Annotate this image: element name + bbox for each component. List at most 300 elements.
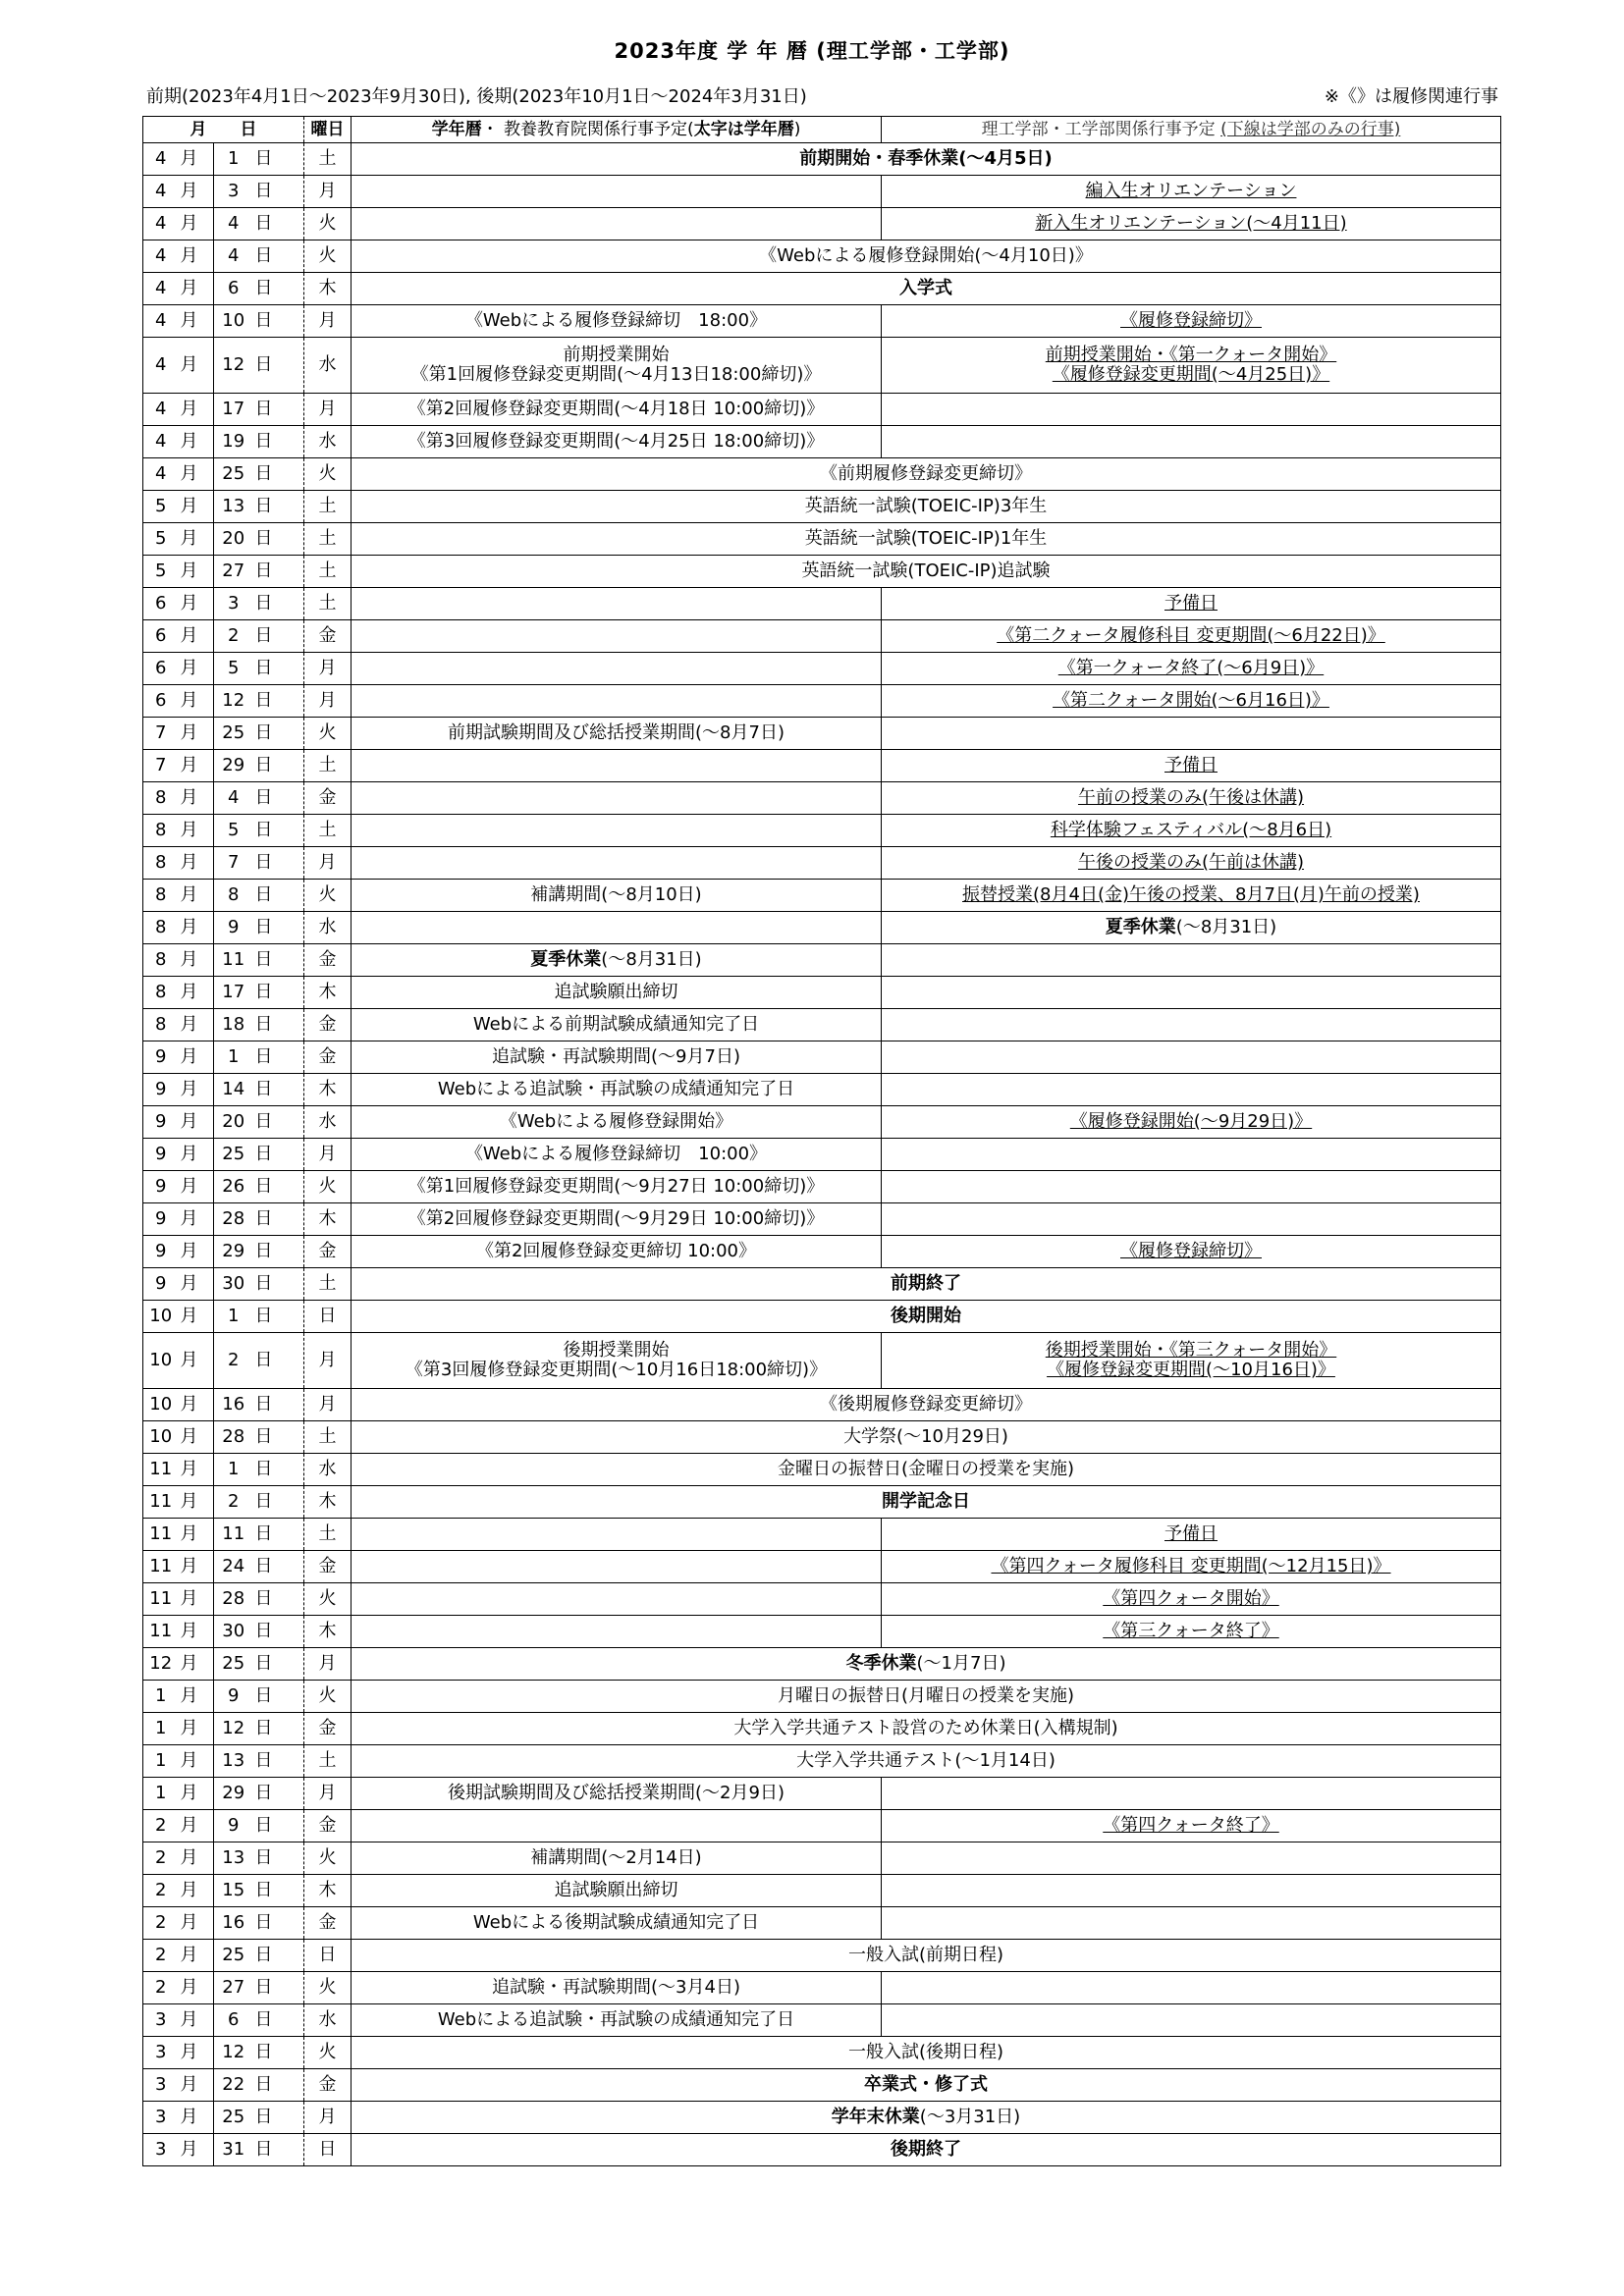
row-event-general <box>352 1875 882 1907</box>
row-day-label: 日 <box>253 1551 304 1583</box>
table-row <box>143 1203 1501 1236</box>
row-month-label: 月 <box>179 2134 214 2166</box>
row-event-shared <box>352 273 1501 305</box>
row-month-label: 月 <box>179 1842 214 1875</box>
row-day-label: 日 <box>253 176 304 208</box>
table-row <box>143 2069 1501 2102</box>
row-month-label: 月 <box>179 1421 214 1454</box>
row-month-label: 月 <box>179 1745 214 1778</box>
row-day-label: 日 <box>253 1389 304 1421</box>
row-day: 7 <box>214 847 253 880</box>
row-event-faculty <box>882 338 1501 394</box>
row-month-label: 月 <box>179 1268 214 1301</box>
event-text: 卒業式・修了式 <box>864 2074 988 2095</box>
row-event-general <box>352 815 882 847</box>
row-weekday: 木 <box>304 1875 352 1907</box>
event-bold-part: 学年末休業 <box>831 2107 920 2127</box>
row-month: 10 <box>143 1421 179 1454</box>
row-event-shared <box>352 458 1501 491</box>
row-event-general <box>352 685 882 718</box>
row-event-faculty <box>882 685 1501 718</box>
row-weekday: 水 <box>304 912 352 944</box>
row-event-faculty <box>882 1778 1501 1810</box>
row-month-label: 月 <box>179 1106 214 1139</box>
row-month-label: 月 <box>179 1875 214 1907</box>
event-text: 《第2回履修登録変更期間(～9月29日 10:00締切)》 <box>407 1208 825 1229</box>
row-weekday: 月 <box>304 1139 352 1171</box>
row-event-shared <box>352 2069 1501 2102</box>
row-event-faculty <box>882 750 1501 782</box>
row-day-label: 日 <box>253 1301 304 1333</box>
row-weekday: 金 <box>304 1907 352 1940</box>
row-month: 11 <box>143 1454 179 1486</box>
event-text: 後期開始 <box>891 1306 961 1326</box>
row-event-faculty <box>882 653 1501 685</box>
table-row <box>143 1648 1501 1681</box>
row-day: 4 <box>214 240 253 273</box>
row-day-label: 日 <box>253 1074 304 1106</box>
row-month-label: 月 <box>179 143 214 176</box>
row-event-general <box>352 1972 882 2004</box>
event-text: 《履修登録締切》 <box>1120 1241 1262 1261</box>
event-text: 《前期履修登録変更締切》 <box>820 463 1032 484</box>
row-month: 9 <box>143 1203 179 1236</box>
row-weekday: 月 <box>304 176 352 208</box>
row-month: 9 <box>143 1268 179 1301</box>
row-month-label: 月 <box>179 1907 214 1940</box>
event-text: (～8月31日) <box>1175 917 1277 937</box>
event-text: 入学式 <box>899 278 952 298</box>
event-text: 追試験・再試験期間(～9月7日) <box>492 1046 740 1067</box>
row-month: 4 <box>143 426 179 458</box>
event-text: (～8月31日) <box>601 949 702 970</box>
row-month: 1 <box>143 1713 179 1745</box>
row-month-label: 月 <box>179 782 214 815</box>
row-event-general <box>352 1551 882 1583</box>
row-event-faculty <box>882 912 1501 944</box>
row-month: 9 <box>143 1139 179 1171</box>
row-weekday: 土 <box>304 1421 352 1454</box>
row-month: 11 <box>143 1616 179 1648</box>
row-event-faculty <box>882 208 1501 240</box>
row-weekday: 土 <box>304 556 352 588</box>
event-text: 《Webによる履修登録締切 10:00》 <box>464 1144 768 1164</box>
row-day: 15 <box>214 1875 253 1907</box>
row-month: 12 <box>143 1648 179 1681</box>
row-day-label: 日 <box>253 1648 304 1681</box>
table-row <box>143 1940 1501 1972</box>
row-event-general <box>352 912 882 944</box>
row-day-label: 日 <box>253 1268 304 1301</box>
row-day: 2 <box>214 1333 253 1389</box>
header-month-day: 月 日 <box>143 117 304 143</box>
row-weekday: 日 <box>304 1301 352 1333</box>
row-event-general <box>352 176 882 208</box>
row-day: 5 <box>214 815 253 847</box>
row-day-label: 日 <box>253 1106 304 1139</box>
row-month-label: 月 <box>179 750 214 782</box>
row-month: 5 <box>143 491 179 523</box>
table-row <box>143 1810 1501 1842</box>
row-weekday: 土 <box>304 1519 352 1551</box>
row-day-label: 日 <box>253 338 304 394</box>
row-month: 10 <box>143 1389 179 1421</box>
event-text: 追試験願出締切 <box>554 982 678 1002</box>
event-line-1: 後期授業開始 <box>563 1340 670 1361</box>
row-weekday: 木 <box>304 273 352 305</box>
event-text: 金曜日の振替日(金曜日の授業を実施) <box>777 1459 1075 1479</box>
event-bold-part: 冬季休業 <box>845 1653 917 1674</box>
event-text: 編入生オリエンテーション <box>1085 181 1297 201</box>
row-event-faculty <box>882 880 1501 912</box>
row-weekday: 月 <box>304 847 352 880</box>
row-event-faculty <box>882 1842 1501 1875</box>
row-weekday: 金 <box>304 2069 352 2102</box>
table-row <box>143 2102 1501 2134</box>
row-day-label: 日 <box>253 1236 304 1268</box>
row-event-faculty <box>882 176 1501 208</box>
row-event-general <box>352 305 882 338</box>
row-month: 8 <box>143 782 179 815</box>
row-day: 20 <box>214 523 253 556</box>
row-month: 8 <box>143 1009 179 1041</box>
row-event-general <box>352 1583 882 1616</box>
row-month: 10 <box>143 1333 179 1389</box>
row-day: 27 <box>214 556 253 588</box>
row-event-general <box>352 1616 882 1648</box>
header-weekday: 曜日 <box>304 117 352 143</box>
row-month-label: 月 <box>179 1940 214 1972</box>
row-day-label: 日 <box>253 1681 304 1713</box>
row-month: 1 <box>143 1681 179 1713</box>
row-month: 9 <box>143 1171 179 1203</box>
row-month-label: 月 <box>179 1454 214 1486</box>
event-text: 《第二クォータ履修科目 変更期間(～6月22日)》 <box>997 625 1385 646</box>
event-text: 振替授業(8月4日(金)午後の授業、8月7日(月)午前の授業) <box>962 884 1420 905</box>
row-day-label: 日 <box>253 750 304 782</box>
row-event-general <box>352 977 882 1009</box>
row-event-general <box>352 1519 882 1551</box>
row-event-shared <box>352 1421 1501 1454</box>
row-day: 20 <box>214 1106 253 1139</box>
row-day-label: 日 <box>253 880 304 912</box>
row-month-label: 月 <box>179 1236 214 1268</box>
row-event-general <box>352 426 882 458</box>
row-day-label: 日 <box>253 491 304 523</box>
row-month-label: 月 <box>179 1681 214 1713</box>
row-weekday: 土 <box>304 523 352 556</box>
row-day: 12 <box>214 1713 253 1745</box>
row-day: 30 <box>214 1268 253 1301</box>
row-weekday: 火 <box>304 1583 352 1616</box>
table-row <box>143 1583 1501 1616</box>
row-weekday: 火 <box>304 1842 352 1875</box>
table-row <box>143 1907 1501 1940</box>
row-event-faculty <box>882 782 1501 815</box>
row-event-shared <box>352 1486 1501 1519</box>
row-month: 3 <box>143 2069 179 2102</box>
row-day: 28 <box>214 1583 253 1616</box>
event-text: 《第2回履修登録変更締切 10:00》 <box>475 1241 757 1261</box>
event-line-2: 《第3回履修登録変更期間(～10月16日18:00締切)》 <box>405 1360 828 1380</box>
row-day: 2 <box>214 1486 253 1519</box>
row-day: 9 <box>214 912 253 944</box>
row-event-shared <box>352 1745 1501 1778</box>
row-day: 17 <box>214 394 253 426</box>
row-month-label: 月 <box>179 815 214 847</box>
row-event-general <box>352 1842 882 1875</box>
row-month-label: 月 <box>179 1648 214 1681</box>
row-event-general <box>352 653 882 685</box>
row-month-label: 月 <box>179 273 214 305</box>
row-day-label: 日 <box>253 1486 304 1519</box>
row-event-shared <box>352 556 1501 588</box>
event-text: 英語統一試験(TOEIC-IP)3年生 <box>804 496 1048 516</box>
row-day: 25 <box>214 1648 253 1681</box>
row-month-label: 月 <box>179 1616 214 1648</box>
row-month: 1 <box>143 1778 179 1810</box>
row-event-general <box>352 847 882 880</box>
calendar-body <box>143 143 1501 2166</box>
row-day-label: 日 <box>253 944 304 977</box>
row-weekday: 木 <box>304 977 352 1009</box>
row-event-faculty <box>882 394 1501 426</box>
row-day-label: 日 <box>253 620 304 653</box>
row-day: 3 <box>214 588 253 620</box>
table-row <box>143 458 1501 491</box>
table-row <box>143 1074 1501 1106</box>
table-row <box>143 685 1501 718</box>
row-event-faculty <box>882 1583 1501 1616</box>
row-weekday: 金 <box>304 620 352 653</box>
row-weekday: 月 <box>304 305 352 338</box>
row-event-faculty <box>882 1616 1501 1648</box>
row-month: 4 <box>143 176 179 208</box>
row-event-general <box>352 1907 882 1940</box>
row-weekday: 金 <box>304 782 352 815</box>
row-month-label: 月 <box>179 1778 214 1810</box>
row-day: 11 <box>214 1519 253 1551</box>
row-month: 2 <box>143 1842 179 1875</box>
row-month-label: 月 <box>179 2037 214 2069</box>
row-event-shared <box>352 1681 1501 1713</box>
row-weekday: 月 <box>304 1778 352 1810</box>
row-weekday: 金 <box>304 1009 352 1041</box>
row-month-label: 月 <box>179 977 214 1009</box>
row-day-label: 日 <box>253 143 304 176</box>
row-weekday: 土 <box>304 588 352 620</box>
row-day-label: 日 <box>253 2069 304 2102</box>
row-day: 4 <box>214 208 253 240</box>
header-left-rest: ・ 教養教育院関係行事予定( <box>481 120 694 139</box>
row-day-label: 日 <box>253 1041 304 1074</box>
event-text: Webによる後期試験成績通知完了日 <box>472 1912 760 1933</box>
row-event-shared <box>352 2037 1501 2069</box>
row-month: 3 <box>143 2134 179 2166</box>
event-text: 《後期履修登録変更締切》 <box>820 1394 1032 1415</box>
row-event-general <box>352 1139 882 1171</box>
row-weekday: 金 <box>304 1551 352 1583</box>
row-weekday: 金 <box>304 944 352 977</box>
event-text: 大学祭(～10月29日) <box>843 1426 1008 1447</box>
row-event-shared <box>352 1268 1501 1301</box>
event-text: 開学記念日 <box>882 1491 970 1512</box>
table-row <box>143 1519 1501 1551</box>
row-event-general <box>352 588 882 620</box>
event-text: 補講期間(～8月10日) <box>530 884 702 905</box>
row-event-faculty <box>882 1236 1501 1268</box>
table-row <box>143 1454 1501 1486</box>
table-row <box>143 1842 1501 1875</box>
row-day-label: 日 <box>253 815 304 847</box>
row-day: 10 <box>214 305 253 338</box>
row-month: 4 <box>143 458 179 491</box>
row-month: 5 <box>143 556 179 588</box>
event-text: 大学入学共通テスト設営のため休業日(入構規制) <box>733 1718 1118 1738</box>
row-day: 3 <box>214 176 253 208</box>
row-month: 2 <box>143 1907 179 1940</box>
row-day-label: 日 <box>253 1940 304 1972</box>
row-weekday: 水 <box>304 338 352 394</box>
row-month-label: 月 <box>179 1583 214 1616</box>
row-day-label: 日 <box>253 1842 304 1875</box>
header-right-underlined: (下線は学部のみの行事) <box>1220 120 1401 139</box>
row-weekday: 土 <box>304 1268 352 1301</box>
row-month: 6 <box>143 620 179 653</box>
row-month-label: 月 <box>179 1333 214 1389</box>
event-text: 《履修登録開始(～9月29日)》 <box>1069 1111 1313 1132</box>
row-day: 25 <box>214 458 253 491</box>
row-weekday: 木 <box>304 1486 352 1519</box>
row-month-label: 月 <box>179 588 214 620</box>
row-day-label: 日 <box>253 1745 304 1778</box>
row-event-faculty <box>882 847 1501 880</box>
event-text: 《第四クォータ開始》 <box>1103 1588 1279 1609</box>
row-weekday: 月 <box>304 394 352 426</box>
header-right-plain: 理工学部・工学部関係行事予定 <box>981 120 1221 139</box>
row-month: 8 <box>143 880 179 912</box>
row-month-label: 月 <box>179 1041 214 1074</box>
table-row <box>143 305 1501 338</box>
row-month: 11 <box>143 1486 179 1519</box>
row-event-faculty <box>882 977 1501 1009</box>
row-month-label: 月 <box>179 176 214 208</box>
header-left-bold2: 太字は学年暦 <box>693 120 794 139</box>
row-weekday: 月 <box>304 653 352 685</box>
table-row <box>143 1551 1501 1583</box>
table-row <box>143 880 1501 912</box>
row-event-faculty <box>882 1810 1501 1842</box>
table-row <box>143 240 1501 273</box>
row-event-general <box>352 1171 882 1203</box>
row-day-label: 日 <box>253 912 304 944</box>
row-day-label: 日 <box>253 782 304 815</box>
event-text: 前期試験期間及び総括授業期間(～8月7日) <box>448 722 785 743</box>
event-text: 《第2回履修登録変更期間(～4月18日 10:00締切)》 <box>407 399 825 419</box>
event-text: 《第四クォータ履修科目 変更期間(～12月15日)》 <box>991 1556 1391 1576</box>
row-month: 4 <box>143 143 179 176</box>
row-day: 6 <box>214 2004 253 2037</box>
event-text: 一般入試(後期日程) <box>847 2042 1004 2062</box>
row-day: 4 <box>214 782 253 815</box>
row-weekday: 土 <box>304 1745 352 1778</box>
row-day-label: 日 <box>253 426 304 458</box>
row-month-label: 月 <box>179 2004 214 2037</box>
row-event-shared <box>352 1648 1501 1681</box>
table-row <box>143 912 1501 944</box>
event-line-2: 《履修登録変更期間(～10月16日)》 <box>1047 1360 1335 1380</box>
row-month-label: 月 <box>179 305 214 338</box>
row-weekday: 木 <box>304 1616 352 1648</box>
row-day: 9 <box>214 1681 253 1713</box>
event-text: 後期終了 <box>891 2139 961 2160</box>
row-event-shared <box>352 491 1501 523</box>
row-month-label: 月 <box>179 1139 214 1171</box>
table-row <box>143 273 1501 305</box>
row-day-label: 日 <box>253 1139 304 1171</box>
row-event-faculty <box>882 426 1501 458</box>
event-text: 《第一クォータ終了(～6月9日)》 <box>1057 658 1325 678</box>
row-month: 9 <box>143 1074 179 1106</box>
row-weekday: 火 <box>304 240 352 273</box>
row-event-general <box>352 2004 882 2037</box>
event-line-1: 後期授業開始・《第三クォータ開始》 <box>1045 1340 1337 1361</box>
row-day-label: 日 <box>253 556 304 588</box>
row-event-shared <box>352 240 1501 273</box>
row-day: 31 <box>214 2134 253 2166</box>
row-month: 11 <box>143 1519 179 1551</box>
row-month: 8 <box>143 815 179 847</box>
row-day-label: 日 <box>253 1583 304 1616</box>
row-day-label: 日 <box>253 1616 304 1648</box>
row-month-label: 月 <box>179 523 214 556</box>
row-month-label: 月 <box>179 1203 214 1236</box>
row-weekday: 月 <box>304 685 352 718</box>
row-day: 9 <box>214 1810 253 1842</box>
event-text: 英語統一試験(TOEIC-IP)追試験 <box>801 561 1051 581</box>
event-text: 《第三クォータ終了》 <box>1103 1621 1279 1641</box>
row-day-label: 日 <box>253 977 304 1009</box>
row-month-label: 月 <box>179 240 214 273</box>
row-day: 28 <box>214 1421 253 1454</box>
row-event-general <box>352 1810 882 1842</box>
row-month: 9 <box>143 1106 179 1139</box>
row-month-label: 月 <box>179 1486 214 1519</box>
event-text: 午前の授業のみ(午後は休講) <box>1077 787 1305 808</box>
table-row <box>143 208 1501 240</box>
event-text: 《第1回履修登録変更期間(～9月27日 10:00締切)》 <box>407 1176 825 1197</box>
row-weekday: 火 <box>304 1972 352 2004</box>
row-month-label: 月 <box>179 1074 214 1106</box>
row-month: 5 <box>143 523 179 556</box>
table-row <box>143 1486 1501 1519</box>
row-event-faculty <box>882 1875 1501 1907</box>
calendar-table <box>142 116 1501 2166</box>
row-event-shared <box>352 1389 1501 1421</box>
row-day: 14 <box>214 1074 253 1106</box>
event-text: 予備日 <box>1164 593 1218 614</box>
row-event-faculty <box>882 1907 1501 1940</box>
row-day-label: 日 <box>253 718 304 750</box>
row-event-shared <box>352 143 1501 176</box>
row-day: 6 <box>214 273 253 305</box>
table-row <box>143 847 1501 880</box>
row-day: 13 <box>214 491 253 523</box>
row-event-general <box>352 620 882 653</box>
event-text: 午後の授業のみ(午前は休講) <box>1077 852 1305 873</box>
row-day-label: 日 <box>253 1875 304 1907</box>
event-text: (～1月7日) <box>916 1653 1006 1674</box>
